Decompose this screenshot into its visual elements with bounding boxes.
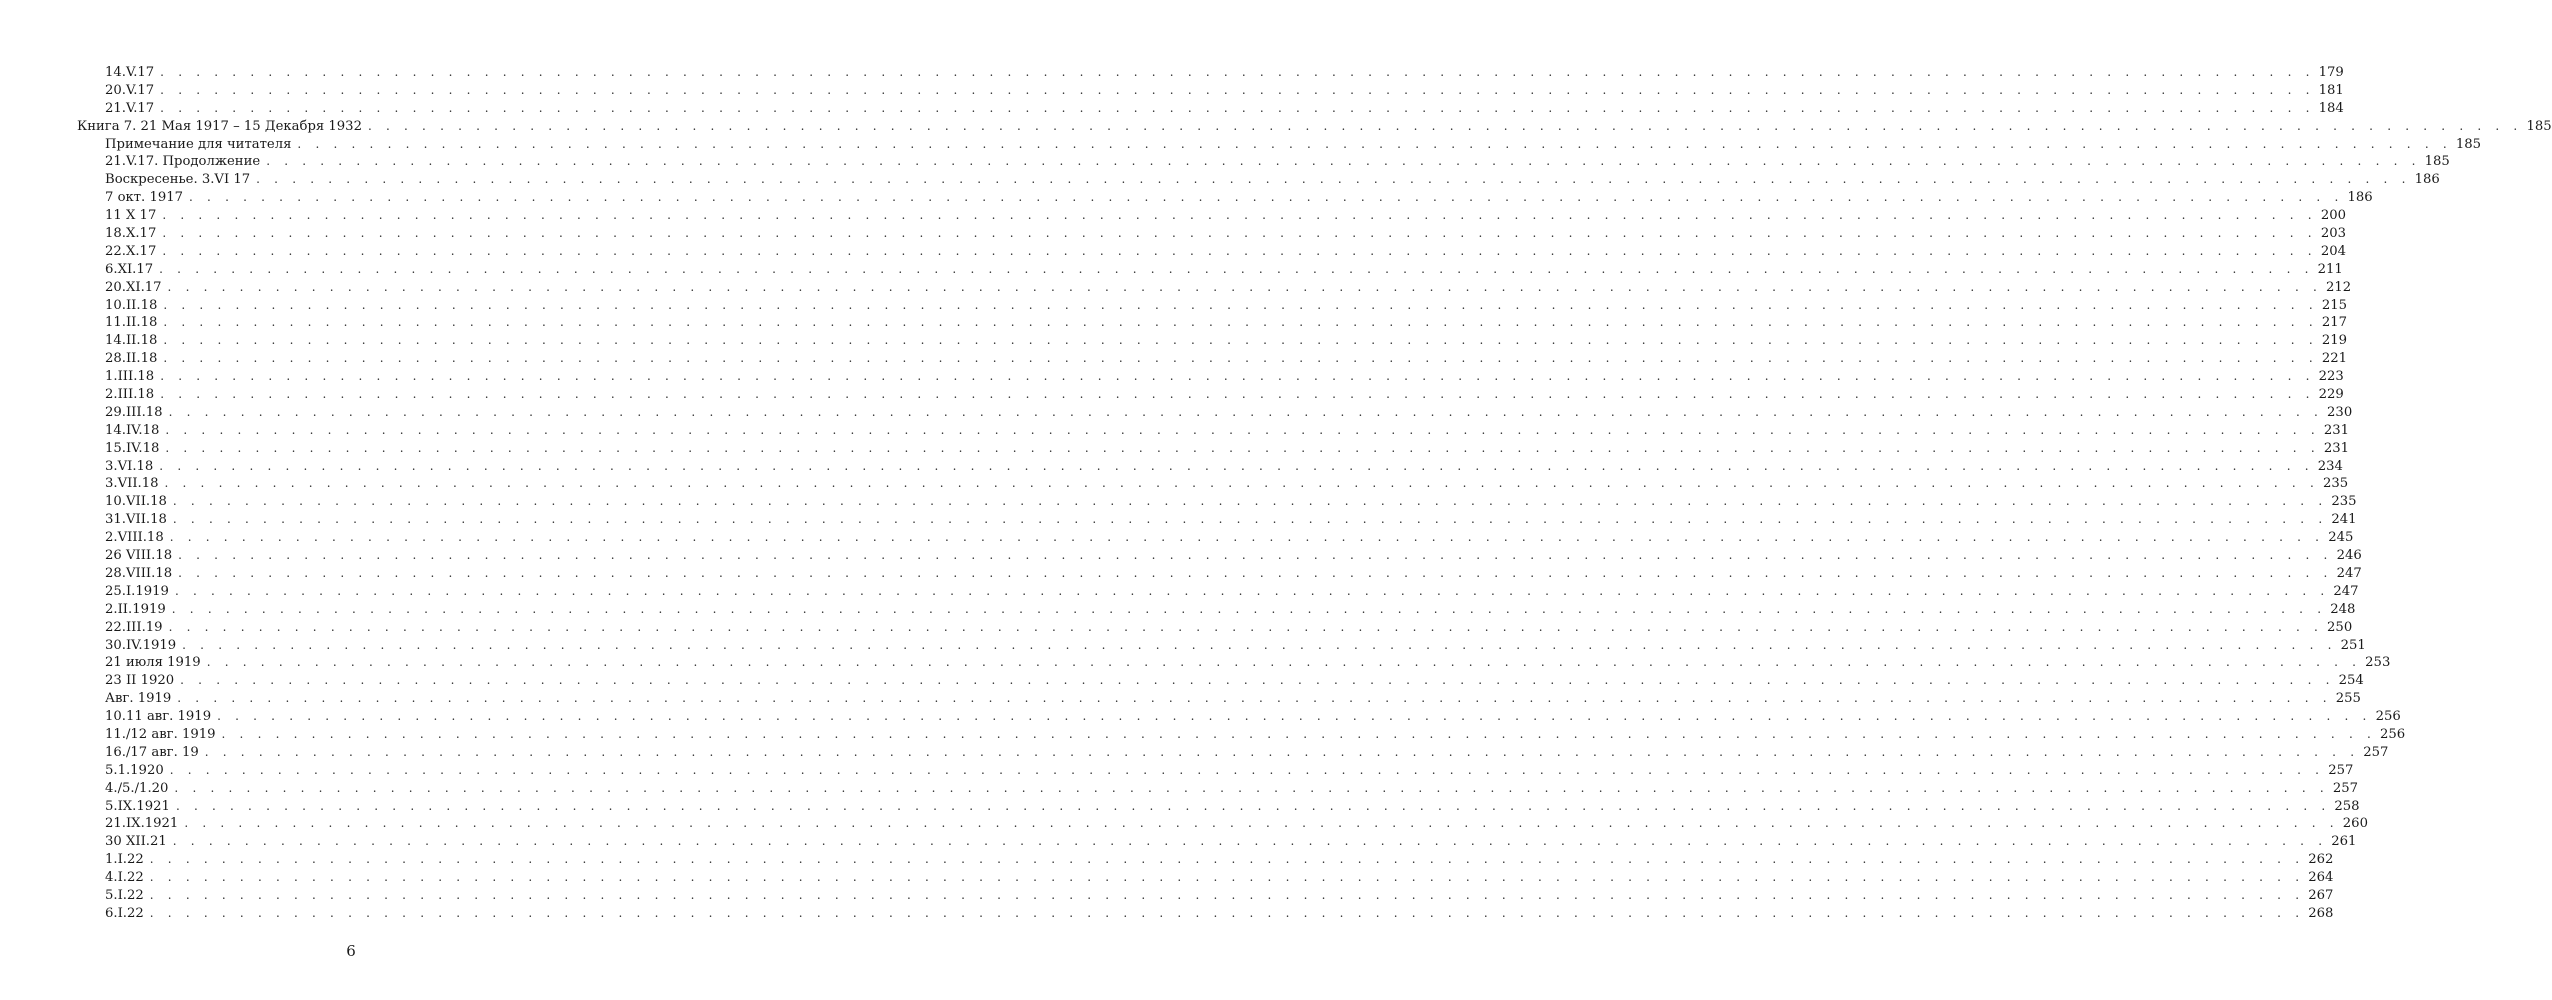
dot-leader: . . . . . . . . . . . . . . . . . . . . . . . . . . . . . . . . . . . . . . . . . . . . . . . . . . . . . . . . . . . . . . . . . . . . . . . . . . . . . . . . . . . . . . . . . . . . . . . . . . . . . . . . . . . . . . . . . . . . . . . . — [297, 136, 2452, 151]
dot-leader: . . . . . . . . . . . . . . . . . . . . . . . . . . . . . . . . . . . . . . . . . . . . . . . . . . . . . . . . . . . . . . . . . . . . . . . . . . . . . . . . . . . . . . . . . . . . . . . . . . . . . . . . . . . . . . . . . . . . . . . . — [163, 351, 2318, 366]
toc-entry-page: 231 — [2323, 440, 2350, 456]
dot-leader: . . . . . . . . . . . . . . . . . . . . . . . . . . . . . . . . . . . . . . . . . . . . . . . . . . . . . . . . . . . . . . . . . . . . . . . . . . . . . . . . . . . . . . . . . . . . . . . . . . . . . . . . . . . . . . . . . . . . . . . . — [217, 709, 2372, 724]
toc-entry-page: 257 — [2363, 744, 2389, 760]
toc-entry-title: 5.1.1920 — [105, 762, 164, 778]
toc-entry-page: 231 — [2323, 422, 2350, 438]
toc-entry-page: 268 — [2308, 905, 2334, 921]
toc-entry — [77, 601, 2356, 619]
toc-entry-page: 250 — [2327, 619, 2353, 635]
toc-entry-page: 217 — [2321, 315, 2348, 331]
toc-entry-title: 31.VII.18 — [105, 512, 167, 528]
dot-leader: . . . . . . . . . . . . . . . . . . . . . . . . . . . . . . . . . . . . . . . . . . . . . . . . . . . . . . . . . . . . . . . . . . . . . . . . . . . . . . . . . . . . . . . . . . . . . . . . . . . . . . . . . . . . . . . . . . . . . . . . — [178, 548, 2333, 563]
toc-entry-page: 235 — [2322, 476, 2349, 492]
toc-entry — [77, 100, 2344, 118]
toc-entry-title: 6.XI.17 — [105, 261, 154, 277]
toc-entry — [77, 368, 2344, 386]
toc-entry — [77, 332, 2348, 350]
toc-entry-page: 256 — [2380, 726, 2406, 742]
toc-entry-title: 7 окт. 1917 — [105, 190, 184, 206]
dot-leader: . . . . . . . . . . . . . . . . . . . . . . . . . . . . . . . . . . . . . . . . . . . . . . . . . . . . . . . . . . . . . . . . . . . . . . . . . . . . . . . . . . . . . . . . . . . . . . . . . . . . . . . . . . . . . . . . . . . . . . . . — [168, 619, 2324, 634]
toc-entry-title: 2.II.1919 — [105, 601, 166, 617]
toc-entry-page: 264 — [2308, 870, 2334, 886]
toc-entry-page: 184 — [2318, 100, 2344, 116]
dot-leader: . . . . . . . . . . . . . . . . . . . . . . . . . . . . . . . . . . . . . . . . . . . . . . . . . . . . . . . . . . . . . . . . . . . . . . . . . . . . . . . . . . . . . . . . . . . . . . . . . . . . . . . . . . . . . . . . . . . . . . . . — [206, 655, 2362, 670]
toc-entry-title: 29.III.18 — [105, 404, 163, 420]
dot-leader: . . . . . . . . . . . . . . . . . . . . . . . . . . . . . . . . . . . . . . . . . . . . . . . . . . . . . . . . . . . . . . . . . . . . . . . . . . . . . . . . . . . . . . . . . . . . . . . . . . . . . . . . . . . . . . . . . . . . . . . . — [149, 852, 2305, 867]
dot-leader: . . . . . . . . . . . . . . . . . . . . . . . . . . . . . . . . . . . . . . . . . . . . . . . . . . . . . . . . . . . . . . . . . . . . . . . . . . . . . . . . . . . . . . . . . . . . . . . . . . . . . . . . . . . . . . . . . . . . . . . . — [162, 226, 2317, 241]
dot-leader: . . . . . . . . . . . . . . . . . . . . . . . . . . . . . . . . . . . . . . . . . . . . . . . . . . . . . . . . . . . . . . . . . . . . . . . . . . . . . . . . . . . . . . . . . . . . . . . . . . . . . . . . . . . . . . . . . . . . . . . . — [160, 82, 2315, 97]
toc-entry-page: 248 — [2330, 601, 2356, 617]
toc-entry-page: 247 — [2336, 565, 2362, 581]
dot-leader: . . . . . . . . . . . . . . . . . . . . . . . . . . . . . . . . . . . . . . . . . . . . . . . . . . . . . . . . . . . . . . . . . . . . . . . . . . . . . . . . . . . . . . . . . . . . . . . . . . . . . . . . . . . . . . . . . . . . . . . . — [162, 243, 2317, 258]
dot-leader: . . . . . . . . . . . . . . . . . . . . . . . . . . . . . . . . . . . . . . . . . . . . . . . . . . . . . . . . . . . . . . . . . . . . . . . . . . . . . . . . . . . . . . . . . . . . . . . . . . . . . . . . . . . . . . . . . . . . . . . . — [172, 494, 2328, 509]
toc-entry — [77, 798, 2360, 816]
toc-entry — [77, 529, 2354, 547]
toc-entry-title: 14.II.18 — [105, 333, 158, 349]
dot-leader: . . . . . . . . . . . . . . . . . . . . . . . . . . . . . . . . . . . . . . . . . . . . . . . . . . . . . . . . . . . . . . . . . . . . . . . . . . . . . . . . . . . . . . . . . . . . . . . . . . . . . . . . . . . . . . . . . . . . . . . . — [168, 404, 2324, 419]
toc-entry — [77, 619, 2353, 637]
dot-leader: . . . . . . . . . . . . . . . . . . . . . . . . . . . . . . . . . . . . . . . . . . . . . . . . . . . . . . . . . . . . . . . . . . . . . . . . . . . . . . . . . . . . . . . . . . . . . . . . . . . . . . . . . . . . . . . . . . . . . . . . — [162, 208, 2317, 223]
toc-entry-title: 11.II.18 — [105, 315, 158, 331]
toc-entry-page: 181 — [2318, 82, 2344, 98]
toc-entry-title: 3.VI.18 — [105, 458, 154, 474]
dot-leader: . . . . . . . . . . . . . . . . . . . . . . . . . . . . . . . . . . . . . . . . . . . . . . . . . . . . . . . . . . . . . . . . . . . . . . . . . . . . . . . . . . . . . . . . . . . . . . . . . . . . . . . . . . . . . . . . . . . . . . . . — [169, 530, 2325, 545]
toc-entry — [77, 404, 2353, 422]
toc-entry — [77, 851, 2334, 869]
dot-leader: . . . . . . . . . . . . . . . . . . . . . . . . . . . . . . . . . . . . . . . . . . . . . . . . . . . . . . . . . . . . . . . . . . . . . . . . . . . . . . . . . . . . . . . . . . . . . . . . . . . . . . . . . . . . . . . . . . . . . . . . — [149, 870, 2305, 885]
toc-entry-page: 200 — [2320, 208, 2346, 224]
toc-entry — [77, 833, 2357, 851]
toc-entry-title: 5.IX.1921 — [105, 798, 170, 814]
dot-leader: . . . . . . . . . . . . . . . . . . . . . . . . . . . . . . . . . . . . . . . . . . . . . . . . . . . . . . . . . . . . . . . . . . . . . . . . . . . . . . . . . . . . . . . . . . . . . . . . . . . . . . . . . . . . . . . . . . . . . . . . — [149, 905, 2305, 920]
toc-entry-title: 20.V.17 — [105, 82, 155, 98]
dot-leader: . . . . . . . . . . . . . . . . . . . . . . . . . . . . . . . . . . . . . . . . . . . . . . . . . . . . . . . . . . . . . . . . . . . . . . . . . . . . . . . . . . . . . . . . . . . . . . . . . . . . . . . . . . . . . . . . . . . . . . . . — [171, 601, 2327, 616]
toc-entry-title: 6.I.22 — [105, 905, 144, 921]
toc-entry-title: 15.IV.18 — [105, 440, 160, 456]
toc-entry — [77, 243, 2346, 261]
toc-entry-title: 30.IV.1919 — [105, 637, 177, 653]
toc-entry-page: 203 — [2320, 226, 2346, 242]
toc-entry — [77, 637, 2366, 655]
toc-entry-page: 245 — [2328, 530, 2354, 546]
toc-entry-page: 221 — [2321, 351, 2348, 367]
toc-entry-page: 256 — [2375, 709, 2401, 725]
toc-entry — [77, 118, 2552, 136]
toc-entry — [77, 207, 2346, 225]
toc-entry-title: 3.VII.18 — [105, 476, 159, 492]
toc-entry-page: 230 — [2327, 404, 2353, 420]
dot-leader: . . . . . . . . . . . . . . . . . . . . . . . . . . . . . . . . . . . . . . . . . . . . . . . . . . . . . . . . . . . . . . . . . . . . . . . . . . . . . . . . . . . . . . . . . . . . . . . . . . . . . . . . . . . . . . . . . . . . . . . . — [149, 887, 2305, 902]
toc-entry-title: 14.IV.18 — [105, 422, 160, 438]
toc-entry-title: 30 XII.21 — [105, 834, 167, 850]
toc-entry-title: 4.I.22 — [105, 870, 144, 886]
dot-leader: . . . . . . . . . . . . . . . . . . . . . . . . . . . . . . . . . . . . . . . . . . . . . . . . . . . . . . . . . . . . . . . . . . . . . . . . . . . . . . . . . . . . . . . . . . . . . . . . . . . . . . . . . . . . . . . . . . . . . . . . — [174, 583, 2330, 598]
toc-entry — [77, 261, 2343, 279]
toc-entry — [77, 654, 2391, 672]
dot-leader: . . . . . . . . . . . . . . . . . . . . . . . . . . . . . . . . . . . . . . . . . . . . . . . . . . . . . . . . . . . . . . . . . . . . . . . . . . . . . . . . . . . . . . . . . . . . . . . . . . . . . . . . . . . . . . . . . . . . . . . . — [204, 744, 2360, 759]
toc-entry — [77, 475, 2349, 493]
dot-leader: . . . . . . . . . . . . . . . . . . . . . . . . . . . . . . . . . . . . . . . . . . . . . . . . . . . . . . . . . . . . . . . . . . . . . . . . . . . . . . . . . . . . . . . . . . . . . . . . . . . . . . . . . . . . . . . . . . . . . . . . — [169, 762, 2325, 777]
toc-entry-page: 211 — [2317, 261, 2343, 277]
toc-entry — [77, 869, 2334, 887]
toc-entry-title: 22.X.17 — [105, 243, 157, 259]
dot-leader: . . . . . . . . . . . . . . . . . . . . . . . . . . . . . . . . . . . . . . . . . . . . . . . . . . . . . . . . . . . . . . . . . . . . . . . . . . . . . . . . . . . . . . . . . . . . . . . . . . . . . . . . . . . . . . . . . . . . . . . . — [163, 297, 2318, 312]
toc-entry-page: 255 — [2335, 691, 2361, 707]
toc-entry-title: 11./12 авг. 1919 — [105, 726, 216, 742]
toc-entry — [77, 279, 2352, 297]
toc-entry — [77, 225, 2346, 243]
toc-entry — [77, 458, 2343, 476]
dot-leader: . . . . . . . . . . . . . . . . . . . . . . . . . . . . . . . . . . . . . . . . . . . . . . . . . . . . . . . . . . . . . . . . . . . . . . . . . . . . . . . . . . . . . . . . . . . . . . . . . . . . . . . . . . . . . . . . . . . . . . . . — [160, 369, 2315, 384]
toc-entry-title: 14.V.17 — [105, 65, 155, 80]
toc-entry-page: 185 — [2526, 118, 2552, 134]
dot-leader: . . . . . . . . . . . . . . . . . . . . . . . . . . . . . . . . . . . . . . . . . . . . . . . . . . . . . . . . . . . . . . . . . . . . . . . . . . . . . . . . . . . . . . . . . . . . . . . . . . . . . . . . . . . . . . . . . . . . . . . . — [163, 333, 2318, 348]
toc-entry-page: 223 — [2318, 369, 2344, 385]
toc-entry-page: 267 — [2308, 887, 2334, 903]
toc-entry — [77, 153, 2450, 171]
toc-entry-title: 22.III.19 — [105, 619, 163, 635]
toc-entry-title: 16./17 авг. 19 — [105, 744, 199, 760]
dot-leader: . . . . . . . . . . . . . . . . . . . . . . . . . . . . . . . . . . . . . . . . . . . . . . . . . . . . . . . . . . . . . . . . . . . . . . . . . . . . . . . . . . . . . . . . . . . . . . . . . . . . . . . . . . . . . . . . . . . . . . . . — [266, 154, 2421, 169]
toc-entry-title: 1.III.18 — [105, 369, 155, 385]
toc-entry-title: 21 июля 1919 — [105, 655, 201, 671]
toc-entry — [77, 726, 2406, 744]
toc-entry-title: 18.X.17 — [105, 226, 157, 242]
toc-entry-page: 251 — [2340, 637, 2366, 653]
toc-entry-page: 215 — [2321, 297, 2348, 313]
table-of-contents — [77, 64, 2552, 923]
dot-leader: . . . . . . . . . . . . . . . . . . . . . . . . . . . . . . . . . . . . . . . . . . . . . . . . . . . . . . . . . . . . . . . . . . . . . . . . . . . . . . . . . . . . . . . . . . . . . . . . . . . . . . . . . . . . . . . . . . . . . . . . — [159, 261, 2314, 276]
dot-leader: . . . . . . . . . . . . . . . . . . . . . . . . . . . . . . . . . . . . . . . . . . . . . . . . . . . . . . . . . . . . . . . . . . . . . . . . . . . . . . . . . . . . . . . . . . . . . . . . . . . . . . . . . . . . . . . . . . . . . . . . — [172, 512, 2328, 527]
toc-entry — [77, 386, 2344, 404]
dot-leader: . . . . . . . . . . . . . . . . . . . . . . . . . . . . . . . . . . . . . . . . . . . . . . . . . . . . . . . . . . . . . . . . . . . . . . . . . . . . . . . . . . . . . . . . . . . . . . . . . . . . . . . . . . . . . . . . . . . . . . . . — [165, 440, 2320, 455]
dot-leader: . . . . . . . . . . . . . . . . . . . . . . . . . . . . . . . . . . . . . . . . . . . . . . . . . . . . . . . . . . . . . . . . . . . . . . . . . . . . . . . . . . . . . . . . . . . . . . . . . . . . . . . . . . . . . . . . . . . . . . . . — [367, 118, 2523, 133]
toc-entry — [77, 887, 2334, 905]
toc-entry — [77, 82, 2344, 100]
toc-entry — [77, 493, 2357, 511]
toc-entry-page: 241 — [2331, 512, 2357, 528]
toc-entry-page: 246 — [2336, 548, 2362, 564]
toc-entry-page: 204 — [2320, 243, 2346, 259]
toc-entry-title: 4./5./1.20 — [105, 780, 169, 796]
toc-entry-title: 20.XI.17 — [105, 279, 162, 295]
toc-entry-title: 10.VII.18 — [105, 494, 167, 510]
toc-entry-page: 261 — [2331, 834, 2357, 850]
dot-leader: . . . . . . . . . . . . . . . . . . . . . . . . . . . . . . . . . . . . . . . . . . . . . . . . . . . . . . . . . . . . . . . . . . . . . . . . . . . . . . . . . . . . . . . . . . . . . . . . . . . . . . . . . . . . . . . . . . . . . . . . — [174, 780, 2329, 795]
toc-entry-title: 26 VIII.18 — [105, 548, 173, 564]
toc-entry — [77, 350, 2348, 368]
toc-entry-title: 25.I.1919 — [105, 583, 169, 599]
toc-entry-title: Примечание для читателя — [105, 136, 292, 152]
toc-entry — [77, 422, 2350, 440]
dot-leader: . . . . . . . . . . . . . . . . . . . . . . . . . . . . . . . . . . . . . . . . . . . . . . . . . . . . . . . . . . . . . . . . . . . . . . . . . . . . . . . . . . . . . . . . . . . . . . . . . . . . . . . . . . . . . . . . . . . . . . . . — [160, 387, 2315, 402]
toc-entry-page: 186 — [2414, 172, 2440, 188]
toc-entry-title: 1.I.22 — [105, 852, 144, 868]
toc-entry-page: 262 — [2308, 852, 2334, 868]
toc-entry-title: 2.III.18 — [105, 387, 155, 403]
dot-leader: . . . . . . . . . . . . . . . . . . . . . . . . . . . . . . . . . . . . . . . . . . . . . . . . . . . . . . . . . . . . . . . . . . . . . . . . . . . . . . . . . . . . . . . . . . . . . . . . . . . . . . . . . . . . . . . . . . . . . . . . — [180, 673, 2335, 688]
dot-leader: . . . . . . . . . . . . . . . . . . . . . . . . . . . . . . . . . . . . . . . . . . . . . . . . . . . . . . . . . . . . . . . . . . . . . . . . . . . . . . . . . . . . . . . . . . . . . . . . . . . . . . . . . . . . . . . . . . . . . . . . — [160, 100, 2315, 115]
toc-entry-page: 247 — [2333, 583, 2359, 599]
toc-entry-page: 185 — [2455, 136, 2482, 152]
dot-leader: . . . . . . . . . . . . . . . . . . . . . . . . . . . . . . . . . . . . . . . . . . . . . . . . . . . . . . . . . . . . . . . . . . . . . . . . . . . . . . . . . . . . . . . . . . . . . . . . . . . . . . . . . . . . . . . . . . . . . . . . — [163, 315, 2318, 330]
dot-leader: . . . . . . . . . . . . . . . . . . . . . . . . . . . . . . . . . . . . . . . . . . . . . . . . . . . . . . . . . . . . . . . . . . . . . . . . . . . . . . . . . . . . . . . . . . . . . . . . . . . . . . . . . . . . . . . . . . . . . . . . — [160, 65, 2315, 79]
toc-entry-page: 185 — [2424, 154, 2450, 170]
toc-entry-title: 10.11 авг. 1919 — [105, 709, 212, 725]
toc-entry — [77, 583, 2359, 601]
dot-leader: . . . . . . . . . . . . . . . . . . . . . . . . . . . . . . . . . . . . . . . . . . . . . . . . . . . . . . . . . . . . . . . . . . . . . . . . . . . . . . . . . . . . . . . . . . . . . . . . . . . . . . . . . . . . . . . . . . . . . . . . — [167, 279, 2323, 294]
toc-entry-page: 219 — [2321, 333, 2348, 349]
toc-entry-page: 254 — [2338, 673, 2364, 689]
toc-entry-page: 257 — [2328, 762, 2354, 778]
toc-entry-title: Авг. 1919 — [105, 691, 172, 707]
toc-entry-page: 253 — [2365, 655, 2391, 671]
dot-leader: . . . . . . . . . . . . . . . . . . . . . . . . . . . . . . . . . . . . . . . . . . . . . . . . . . . . . . . . . . . . . . . . . . . . . . . . . . . . . . . . . . . . . . . . . . . . . . . . . . . . . . . . . . . . . . . . . . . . . . . . — [256, 172, 2411, 187]
toc-entry-page: 186 — [2347, 190, 2373, 206]
toc-entry-title: 5.I.22 — [105, 887, 144, 903]
dot-leader: . . . . . . . . . . . . . . . . . . . . . . . . . . . . . . . . . . . . . . . . . . . . . . . . . . . . . . . . . . . . . . . . . . . . . . . . . . . . . . . . . . . . . . . . . . . . . . . . . . . . . . . . . . . . . . . . . . . . . . . . — [221, 726, 2376, 741]
toc-entry — [77, 905, 2334, 923]
toc-entry — [77, 297, 2348, 315]
page-number: 6 — [346, 942, 356, 960]
toc-entry — [77, 314, 2348, 332]
toc-entry — [77, 64, 2344, 82]
toc-entry-page: 234 — [2317, 458, 2343, 474]
dot-leader: . . . . . . . . . . . . . . . . . . . . . . . . . . . . . . . . . . . . . . . . . . . . . . . . . . . . . . . . . . . . . . . . . . . . . . . . . . . . . . . . . . . . . . . . . . . . . . . . . . . . . . . . . . . . . . . . . . . . . . . . — [164, 476, 2319, 491]
toc-entry — [77, 565, 2362, 583]
dot-leader: . . . . . . . . . . . . . . . . . . . . . . . . . . . . . . . . . . . . . . . . . . . . . . . . . . . . . . . . . . . . . . . . . . . . . . . . . . . . . . . . . . . . . . . . . . . . . . . . . . . . . . . . . . . . . . . . . . . . . . . . — [184, 816, 2339, 831]
toc-entry — [77, 547, 2362, 565]
dot-leader: . . . . . . . . . . . . . . . . . . . . . . . . . . . . . . . . . . . . . . . . . . . . . . . . . . . . . . . . . . . . . . . . . . . . . . . . . . . . . . . . . . . . . . . . . . . . . . . . . . . . . . . . . . . . . . . . . . . . . . . . — [177, 691, 2332, 706]
dot-leader: . . . . . . . . . . . . . . . . . . . . . . . . . . . . . . . . . . . . . . . . . . . . . . . . . . . . . . . . . . . . . . . . . . . . . . . . . . . . . . . . . . . . . . . . . . . . . . . . . . . . . . . . . . . . . . . . . . . . . . . . — [172, 834, 2328, 849]
toc-entry — [77, 440, 2350, 458]
toc-entry-title: 28.II.18 — [105, 351, 158, 367]
dot-leader: . . . . . . . . . . . . . . . . . . . . . . . . . . . . . . . . . . . . . . . . . . . . . . . . . . . . . . . . . . . . . . . . . . . . . . . . . . . . . . . . . . . . . . . . . . . . . . . . . . . . . . . . . . . . . . . . . . . . . . . . — [175, 798, 2331, 813]
toc-entry-page: 179 — [2318, 65, 2344, 80]
toc-entry — [77, 762, 2354, 780]
toc-entry-page: 257 — [2332, 780, 2359, 796]
toc-entry — [77, 780, 2359, 798]
dot-leader: . . . . . . . . . . . . . . . . . . . . . . . . . . . . . . . . . . . . . . . . . . . . . . . . . . . . . . . . . . . . . . . . . . . . . . . . . . . . . . . . . . . . . . . . . . . . . . . . . . . . . . . . . . . . . . . . . . . . . . . . — [182, 637, 2337, 652]
toc-entry-title: Книга 7. 21 Мая 1917 – 15 Декабря 1932 — [77, 118, 362, 134]
toc-entry-title: 21.IX.1921 — [105, 816, 179, 832]
toc-entry — [77, 672, 2364, 690]
toc-entry-title: 28.VIII.18 — [105, 565, 173, 581]
dot-leader: . . . . . . . . . . . . . . . . . . . . . . . . . . . . . . . . . . . . . . . . . . . . . . . . . . . . . . . . . . . . . . . . . . . . . . . . . . . . . . . . . . . . . . . . . . . . . . . . . . . . . . . . . . . . . . . . . . . . . . . . — [178, 565, 2333, 580]
toc-entry-page: 212 — [2326, 279, 2352, 295]
dot-leader: . . . . . . . . . . . . . . . . . . . . . . . . . . . . . . . . . . . . . . . . . . . . . . . . . . . . . . . . . . . . . . . . . . . . . . . . . . . . . . . . . . . . . . . . . . . . . . . . . . . . . . . . . . . . . . . . . . . . . . . . — [165, 422, 2320, 437]
dot-leader: . . . . . . . . . . . . . . . . . . . . . . . . . . . . . . . . . . . . . . . . . . . . . . . . . . . . . . . . . . . . . . . . . . . . . . . . . . . . . . . . . . . . . . . . . . . . . . . . . . . . . . . . . . . . . . . . . . . . . . . . — [189, 190, 2344, 205]
toc-entry-title: 21.V.17 — [105, 100, 155, 116]
toc-entry-title: Воскресенье. 3.VI 17 — [105, 172, 251, 188]
dot-leader: . . . . . . . . . . . . . . . . . . . . . . . . . . . . . . . . . . . . . . . . . . . . . . . . . . . . . . . . . . . . . . . . . . . . . . . . . . . . . . . . . . . . . . . . . . . . . . . . . . . . . . . . . . . . . . . . . . . . . . . . — [159, 458, 2314, 473]
toc-entry — [77, 744, 2389, 762]
toc-entry-title: 21.V.17. Продолжение — [105, 154, 261, 170]
toc-entry — [77, 136, 2482, 154]
toc-entry-title: 2.VIII.18 — [105, 530, 164, 546]
toc-entry-page: 229 — [2318, 387, 2344, 403]
toc-entry — [77, 511, 2357, 529]
toc-entry-page: 260 — [2342, 816, 2368, 832]
toc-entry-page: 235 — [2331, 494, 2357, 510]
toc-entry — [77, 171, 2440, 189]
toc-entry-page: 258 — [2334, 798, 2360, 814]
toc-entry-title: 23 II 1920 — [105, 673, 175, 689]
toc-entry — [77, 815, 2368, 833]
toc-entry — [77, 189, 2373, 207]
toc-entry — [77, 690, 2361, 708]
toc-entry-title: 11 X 17 — [105, 208, 157, 224]
toc-entry — [77, 708, 2401, 726]
toc-entry-title: 10.II.18 — [105, 297, 158, 313]
